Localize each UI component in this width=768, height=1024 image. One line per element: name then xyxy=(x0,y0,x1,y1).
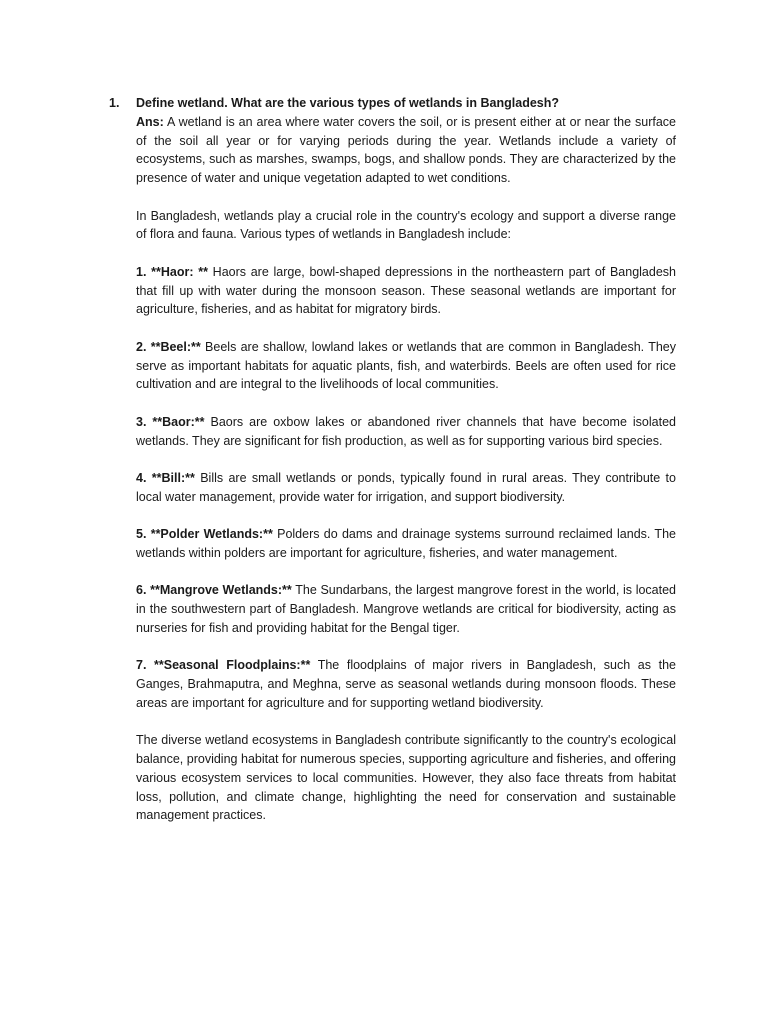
type-heading: 3. **Baor:** xyxy=(136,414,205,429)
type-text: The Sundarbans, the largest mangrove forest in the world, is located in the southwestern part of Bangladesh. Mangrove wetlands are critical for biodiversity, acting as nurseries for fish and providing habitat for the Bengal tiger. xyxy=(136,583,676,635)
question-text: Define wetland. What are the various types of wetlands in Bangladesh? xyxy=(136,96,559,110)
question-content xyxy=(136,94,676,844)
wetland-type-floodplains xyxy=(136,656,676,712)
type-heading: 1. **Haor: ** xyxy=(136,264,208,279)
definition-text: A wetland is an area where water covers the soil, or is present either at or near the surface of the soil all year or for varying periods during the year. Wetlands include a variety of ecosystems, such as marshes, swamps, bogs, and shallow ponds. They are characterized by the presence of water and unique vegetation adapted to wet conditions. xyxy=(136,114,676,186)
type-text: Bills are small wetlands or ponds, typically found in rural areas. They contribute to local water management, provide water for irrigation, and support biodiversity. xyxy=(136,470,676,504)
wetland-type-mangrove xyxy=(136,581,676,637)
answer-definition xyxy=(136,113,676,188)
wetland-type-haor xyxy=(136,263,676,319)
type-text: Baors are oxbow lakes or abandoned river channels that have become isolated wetlands. They are significant for fish production, as well as for supporting various bird species. xyxy=(136,414,676,448)
wetland-type-baor xyxy=(136,413,676,451)
answer-conclusion: The diverse wetland ecosystems in Bangladesh contribute significantly to the country's ecological balance, providing habitat for numerous species, supporting agriculture and fisheries, and offering various ecosystem services to local communities. However, they also face threats from habitat loss, pollution, and climate change, highlighting the need for conservation and sustainable management practices. xyxy=(136,733,676,823)
wetland-type-polder xyxy=(136,525,676,563)
type-heading: 5. **Polder Wetlands:** xyxy=(136,527,273,542)
type-text: Polders do dams and drainage systems surround reclaimed lands. The wetlands within polders are important for agriculture, fisheries, and water management. xyxy=(136,527,676,560)
question-number: 1. xyxy=(109,96,120,110)
type-text: Haors are large, bowl-shaped depressions in the northeastern part of Bangladesh that fill up with water during the monsoon season. These seasonal wetlands are important for agriculture, fisheries, and as habitat for migratory birds. xyxy=(136,264,676,317)
type-text: Beels are shallow, lowland lakes or wetlands that are common in Bangladesh. They serve as important habitats for aquatic plants, fish, and waterbirds. Beels are often used for rice cultivation and are integral to the livelihoods of local communities. xyxy=(136,339,676,392)
type-heading: 7. **Seasonal Floodplains:** xyxy=(136,658,311,673)
wetland-type-bill xyxy=(136,469,676,507)
answer-intro: In Bangladesh, wetlands play a crucial role in the country's ecology and support a diverse range of flora and fauna. Various types of wetlands in Bangladesh include: xyxy=(136,208,676,242)
wetland-type-beel xyxy=(136,338,676,394)
type-heading: 6. **Mangrove Wetlands:** xyxy=(136,583,292,598)
type-heading: 4. **Bill:** xyxy=(136,470,195,485)
type-text: The floodplains of major rivers in Bangladesh, such as the Ganges, Brahmaputra, and Meghna, serve as seasonal wetlands during monsoon floods. These areas are important for agriculture and for supporting wetland biodiversity. xyxy=(136,658,677,710)
type-heading: 2. **Beel:** xyxy=(136,339,201,354)
answer-label: Ans: xyxy=(136,114,164,129)
